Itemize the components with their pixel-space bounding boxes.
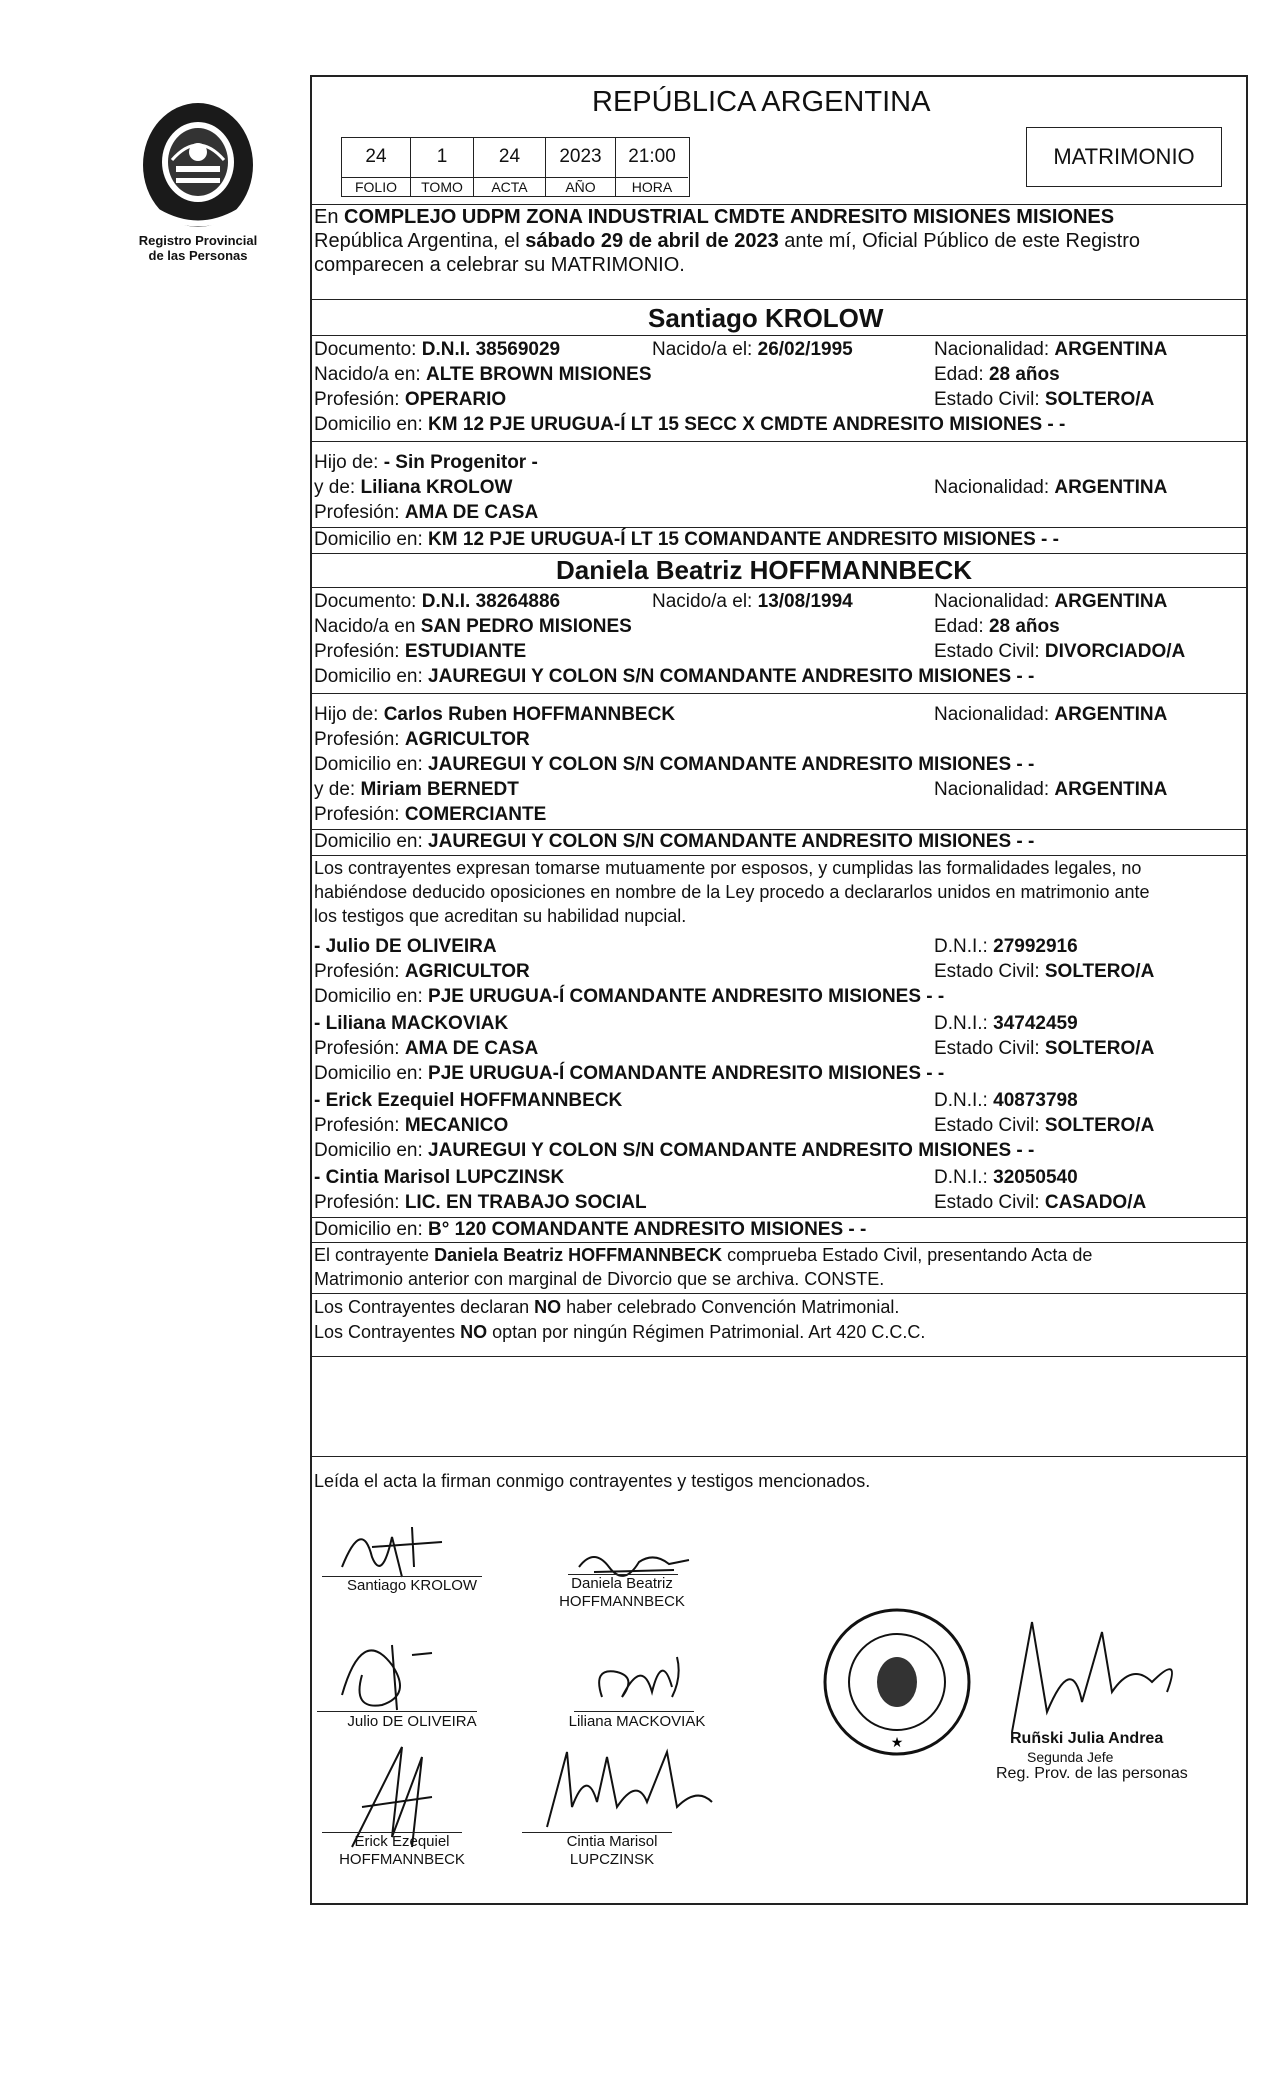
- p2-nationality: Nacionalidad: ARGENTINA: [934, 591, 1168, 612]
- witness1-name: - Julio DE OLIVEIRA: [314, 936, 497, 957]
- intro-line2: República Argentina, el sábado 29 de abril de 2023 ante mí, Oficial Público de este Registro: [314, 230, 1140, 252]
- signature-santiago: [332, 1507, 492, 1587]
- witness4-name: - Cintia Marisol LUPCZINSK: [314, 1167, 565, 1188]
- signature-name-santiago: Santiago KROLOW: [346, 1577, 478, 1594]
- witness4-address: Domicilio en: B° 120 COMANDANTE ANDRESITO MISIONES - -: [314, 1219, 867, 1240]
- divider: [312, 204, 1246, 205]
- signature-name-erick-line2: HOFFMANNBECK: [339, 1851, 465, 1868]
- note-line1: El contrayente Daniela Beatriz HOFFMANNBECK comprueba Estado Civil, presentando Acta de: [314, 1245, 1093, 1265]
- intro-line3: comparecen a celebrar su MATRIMONIO.: [314, 254, 685, 276]
- acta-label: ACTA: [474, 177, 545, 196]
- witness3-dni: D.N.I.: 40873798: [934, 1090, 1078, 1111]
- spouse1-name: Santiago KROLOW: [648, 303, 884, 333]
- signature-liliana: [582, 1647, 692, 1707]
- note-line2: Matrimonio anterior con marginal de Divorcio que se archiva. CONSTE.: [314, 1269, 885, 1289]
- witness4-civil-status: Estado Civil: CASADO/A: [934, 1192, 1147, 1213]
- witness3-address: Domicilio en: JAUREGUI Y COLON S/N COMANDANTE ANDRESITO MISIONES - -: [314, 1140, 1035, 1161]
- witness1-civil-status: Estado Civil: SOLTERO/A: [934, 961, 1155, 982]
- p1-mother-address: Domicilio en: KM 12 PJE URUGUA-Í LT 15 COMANDANTE ANDRESITO MISIONES - -: [314, 529, 1059, 550]
- divider: [312, 829, 1246, 830]
- cell-folio: [342, 138, 410, 196]
- p1-civil-status: Estado Civil: SOLTERO/A: [934, 389, 1155, 410]
- witness2-civil-status: Estado Civil: SOLTERO/A: [934, 1038, 1155, 1059]
- folio-value: 24: [365, 146, 387, 167]
- p1-mother: y de: Liliana KROLOW: [314, 477, 513, 498]
- p2-father: Hijo de: Carlos Ruben HOFFMANNBECK: [314, 704, 676, 725]
- p2-father-address: Domicilio en: JAUREGUI Y COLON S/N COMANDANTE ANDRESITO MISIONES - -: [314, 754, 1035, 775]
- certificate-frame: [310, 75, 1248, 1905]
- signature-name-daniela: [532, 1575, 712, 1611]
- cell-tomo: [410, 138, 473, 196]
- witness1-dni: D.N.I.: 27992916: [934, 936, 1078, 957]
- witness2-address: Domicilio en: PJE URUGUA-Í COMANDANTE ANDRESITO MISIONES - -: [314, 1063, 945, 1084]
- tomo-value: 1: [436, 146, 448, 167]
- cell-hora: [615, 138, 688, 196]
- p1-birthdate: Nacido/a el: 26/02/1995: [652, 339, 853, 360]
- p2-profession: Profesión: ESTUDIANTE: [314, 641, 527, 662]
- p2-father-nationality: Nacionalidad: ARGENTINA: [934, 704, 1168, 725]
- divider: [312, 855, 1246, 856]
- witness2-dni: D.N.I.: 34742459: [934, 1013, 1078, 1034]
- declaration-line3: los testigos que acreditan su habilidad nupcial.: [314, 906, 687, 926]
- witness2-profession: Profesión: AMA DE CASA: [314, 1038, 539, 1059]
- registry-logo: [138, 100, 258, 230]
- svg-text:★: ★: [890, 1734, 904, 1750]
- signature-name-daniela-line1: Daniela Beatriz: [571, 1575, 673, 1592]
- tomo-label: TOMO: [411, 177, 473, 196]
- logo-caption: [118, 233, 278, 263]
- p2-address: Domicilio en: JAUREGUI Y COLON S/N COMANDANTE ANDRESITO MISIONES - -: [314, 666, 1035, 687]
- coat-of-arms-icon: [138, 100, 258, 230]
- p2-civil-status: Estado Civil: DIVORCIADO/A: [934, 641, 1186, 662]
- witness4-dni: D.N.I.: 32050540: [934, 1167, 1078, 1188]
- p2-age: Edad: 28 años: [934, 616, 1060, 637]
- signature-name-julio: Julio DE OLIVEIRA: [347, 1713, 477, 1730]
- witness1-profession: Profesión: AGRICULTOR: [314, 961, 530, 982]
- divider: [312, 553, 1246, 554]
- divider: [312, 693, 1246, 694]
- logo-caption-line2: de las Personas: [148, 248, 248, 263]
- folio-label: FOLIO: [342, 177, 410, 196]
- p1-document: Documento: D.N.I. 38569029: [314, 339, 561, 360]
- act-type-box: MATRIMONIO: [1026, 127, 1222, 187]
- witness2-name: - Liliana MACKOVIAK: [314, 1013, 509, 1034]
- divider: [312, 335, 1246, 336]
- p2-mother-address: Domicilio en: JAUREGUI Y COLON S/N COMANDANTE ANDRESITO MISIONES - -: [314, 831, 1035, 852]
- witness1-address: Domicilio en: PJE URUGUA-Í COMANDANTE ANDRESITO MISIONES - -: [314, 986, 945, 1007]
- intro-line1: En COMPLEJO UDPM ZONA INDUSTRIAL CMDTE ANDRESITO MISIONES MISIONES: [314, 206, 1115, 228]
- p2-birthplace: Nacido/a en SAN PEDRO MISIONES: [314, 616, 632, 637]
- hora-value: 21:00: [628, 146, 676, 167]
- declaration-line2: habiéndose deducido oposiciones en nombre de la Ley procedo a declararlos unidos en matrimonio ante: [314, 882, 1150, 902]
- signature-name-erick-line1: Erick Ezequiel: [354, 1833, 450, 1850]
- p2-document: Documento: D.N.I. 38264886: [314, 591, 561, 612]
- closing-text: Leída el acta la firman conmigo contrayentes y testigos mencionados.: [314, 1471, 871, 1491]
- p1-nationality: Nacionalidad: ARGENTINA: [934, 339, 1168, 360]
- divider: [312, 1456, 1246, 1457]
- divider: [312, 299, 1246, 300]
- p2-mother-profession: Profesión: COMERCIANTE: [314, 804, 547, 825]
- p1-mother-profession: Profesión: AMA DE CASA: [314, 502, 539, 523]
- witness3-name: - Erick Ezequiel HOFFMANNBECK: [314, 1090, 623, 1111]
- p1-birthplace: Nacido/a en: ALTE BROWN MISIONES: [314, 364, 652, 385]
- divider: [312, 1293, 1246, 1294]
- convention-line1: Los Contrayentes declaran NO haber celebrado Convención Matrimonial.: [314, 1297, 900, 1317]
- witness3-profession: Profesión: MECANICO: [314, 1115, 509, 1136]
- signature-name-erick: [327, 1833, 477, 1869]
- p1-age: Edad: 28 años: [934, 364, 1060, 385]
- registry-seal-icon: [822, 1607, 972, 1757]
- p1-father: Hijo de: - Sin Progenitor -: [314, 452, 538, 473]
- declaration-line1: Los contrayentes expresan tomarse mutuamente por esposos, y cumplidas las formalidades legales, no: [314, 858, 1142, 878]
- official-title: Segunda Jefe: [1027, 1749, 1114, 1765]
- witness3-civil-status: Estado Civil: SOLTERO/A: [934, 1115, 1155, 1136]
- divider: [312, 1217, 1246, 1218]
- signature-name-daniela-line2: HOFFMANNBECK: [559, 1593, 685, 1610]
- p1-address: Domicilio en: KM 12 PJE URUGUA-Í LT 15 SECC X CMDTE ANDRESITO MISIONES - -: [314, 414, 1066, 435]
- convention-line2: Los Contrayentes NO optan por ningún Régimen Patrimonial. Art 420 C.C.C.: [314, 1322, 926, 1342]
- signature-name-liliana: Liliana MACKOVIAK: [568, 1713, 706, 1730]
- p1-profession: Profesión: OPERARIO: [314, 389, 507, 410]
- logo-caption-line1: Registro Provincial: [138, 233, 258, 248]
- signature-cintia: [527, 1747, 727, 1837]
- p2-birthdate: Nacido/a el: 13/08/1994: [652, 591, 853, 612]
- p2-father-profession: Profesión: AGRICULTOR: [314, 729, 530, 750]
- anio-value: 2023: [559, 146, 602, 167]
- signature-line: [317, 1711, 477, 1712]
- divider: [312, 1356, 1246, 1357]
- spouse2-name: Daniela Beatriz HOFFMANNBECK: [556, 555, 973, 585]
- signature-julio: [322, 1625, 472, 1715]
- acta-value: 24: [498, 146, 521, 167]
- divider: [312, 1242, 1246, 1243]
- p2-mother-nationality: Nacionalidad: ARGENTINA: [934, 779, 1168, 800]
- official-registry: Reg. Prov. de las personas: [996, 1765, 1188, 1782]
- cell-acta: [473, 138, 545, 196]
- official-name: Ruñski Julia Andrea: [1010, 1730, 1164, 1747]
- signature-name-cintia: Cintia Marisol LUPCZINSK: [566, 1833, 658, 1868]
- country-title: REPÚBLICA ARGENTINA: [592, 86, 931, 118]
- divider: [312, 587, 1246, 588]
- p2-mother: y de: Miriam BERNEDT: [314, 779, 519, 800]
- p1-mother-nationality: Nacionalidad: ARGENTINA: [934, 477, 1168, 498]
- divider: [312, 441, 1246, 442]
- record-grid: [341, 137, 690, 197]
- signature-line: [574, 1711, 694, 1712]
- anio-label: AÑO: [546, 177, 615, 196]
- hora-label: HORA: [616, 177, 688, 196]
- witness4-profession: Profesión: LIC. EN TRABAJO SOCIAL: [314, 1192, 647, 1213]
- divider: [312, 527, 1246, 528]
- cell-anio: [545, 138, 615, 196]
